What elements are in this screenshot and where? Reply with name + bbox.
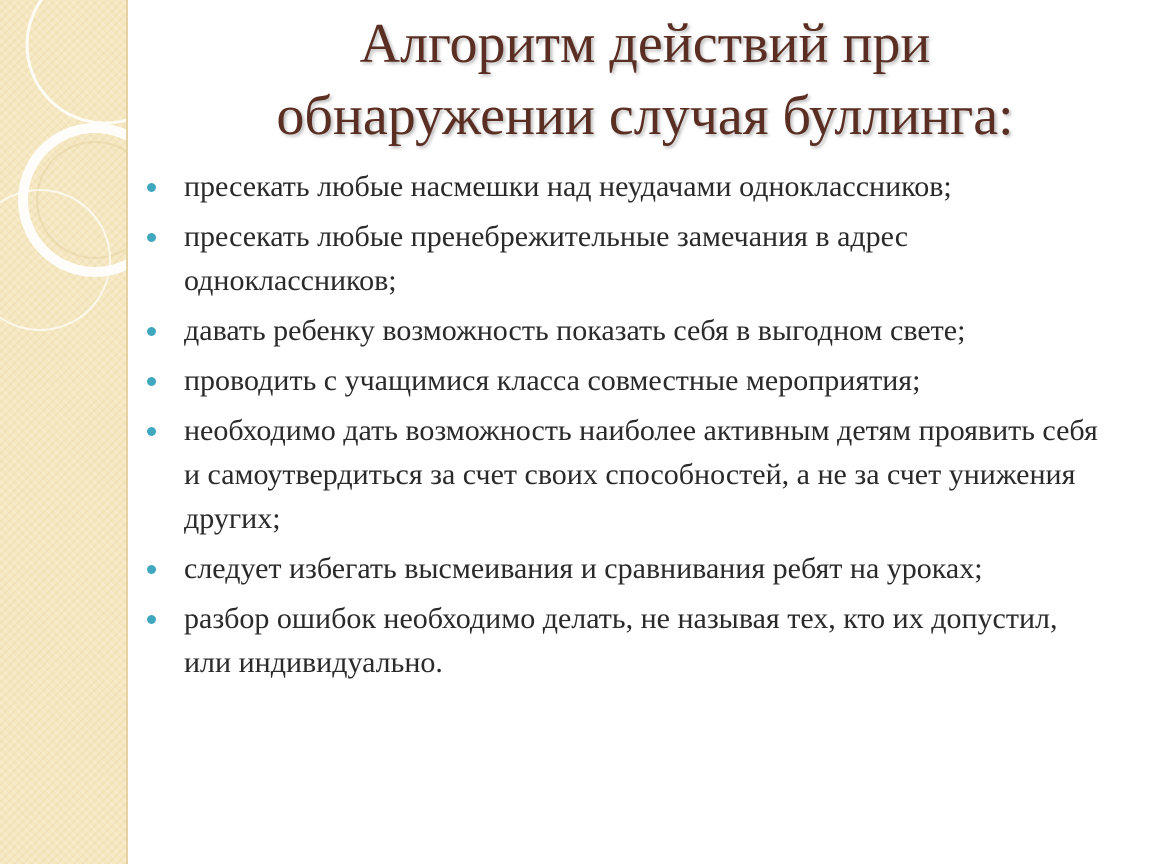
list-item-text: проводить с учащимися класса совместные мероприятия; bbox=[184, 364, 921, 397]
list-item-text: пресекать любые пренебрежительные замечания в адрес одноклассников; bbox=[184, 220, 909, 297]
slide-title-line-2: обнаружении случая буллинга: bbox=[276, 85, 1014, 147]
list-item-text: разбор ошибок необходимо делать, не называя тех, кто их допустил, или индивидуально. bbox=[184, 602, 1058, 679]
list-item bbox=[145, 215, 1105, 303]
list-item bbox=[145, 409, 1105, 541]
list-item bbox=[145, 309, 1105, 353]
bullet-list bbox=[145, 165, 1105, 691]
list-item bbox=[145, 547, 1105, 591]
slide-title-line-1: Алгоритм действий при bbox=[359, 13, 931, 75]
list-item-text: необходимо дать возможность наиболее активным детям проявить себя и самоутвердиться за счет своих способностей, а не за счет унижения других; bbox=[184, 414, 1098, 535]
bullet-dot-icon bbox=[147, 233, 156, 242]
list-item-text: пресекать любые насмешки над неудачами одноклассников; bbox=[184, 170, 952, 203]
bullet-dot-icon bbox=[147, 377, 156, 386]
list-item-text: давать ребенку возможность показать себя в выгодном свете; bbox=[184, 314, 966, 347]
list-item bbox=[145, 165, 1105, 209]
bullet-dot-icon bbox=[147, 427, 156, 436]
decorative-side-strip bbox=[0, 0, 126, 864]
list-item bbox=[145, 597, 1105, 685]
side-strip-edge bbox=[126, 0, 128, 864]
slide-title bbox=[170, 8, 1120, 152]
bullet-dot-icon bbox=[147, 183, 156, 192]
list-item-text: следует избегать высмеивания и сравнивания ребят на уроках; bbox=[184, 552, 983, 585]
decorative-circles bbox=[0, 0, 126, 864]
list-item bbox=[145, 359, 1105, 403]
bullet-dot-icon bbox=[147, 615, 156, 624]
bullet-dot-icon bbox=[147, 327, 156, 336]
bullet-dot-icon bbox=[147, 565, 156, 574]
